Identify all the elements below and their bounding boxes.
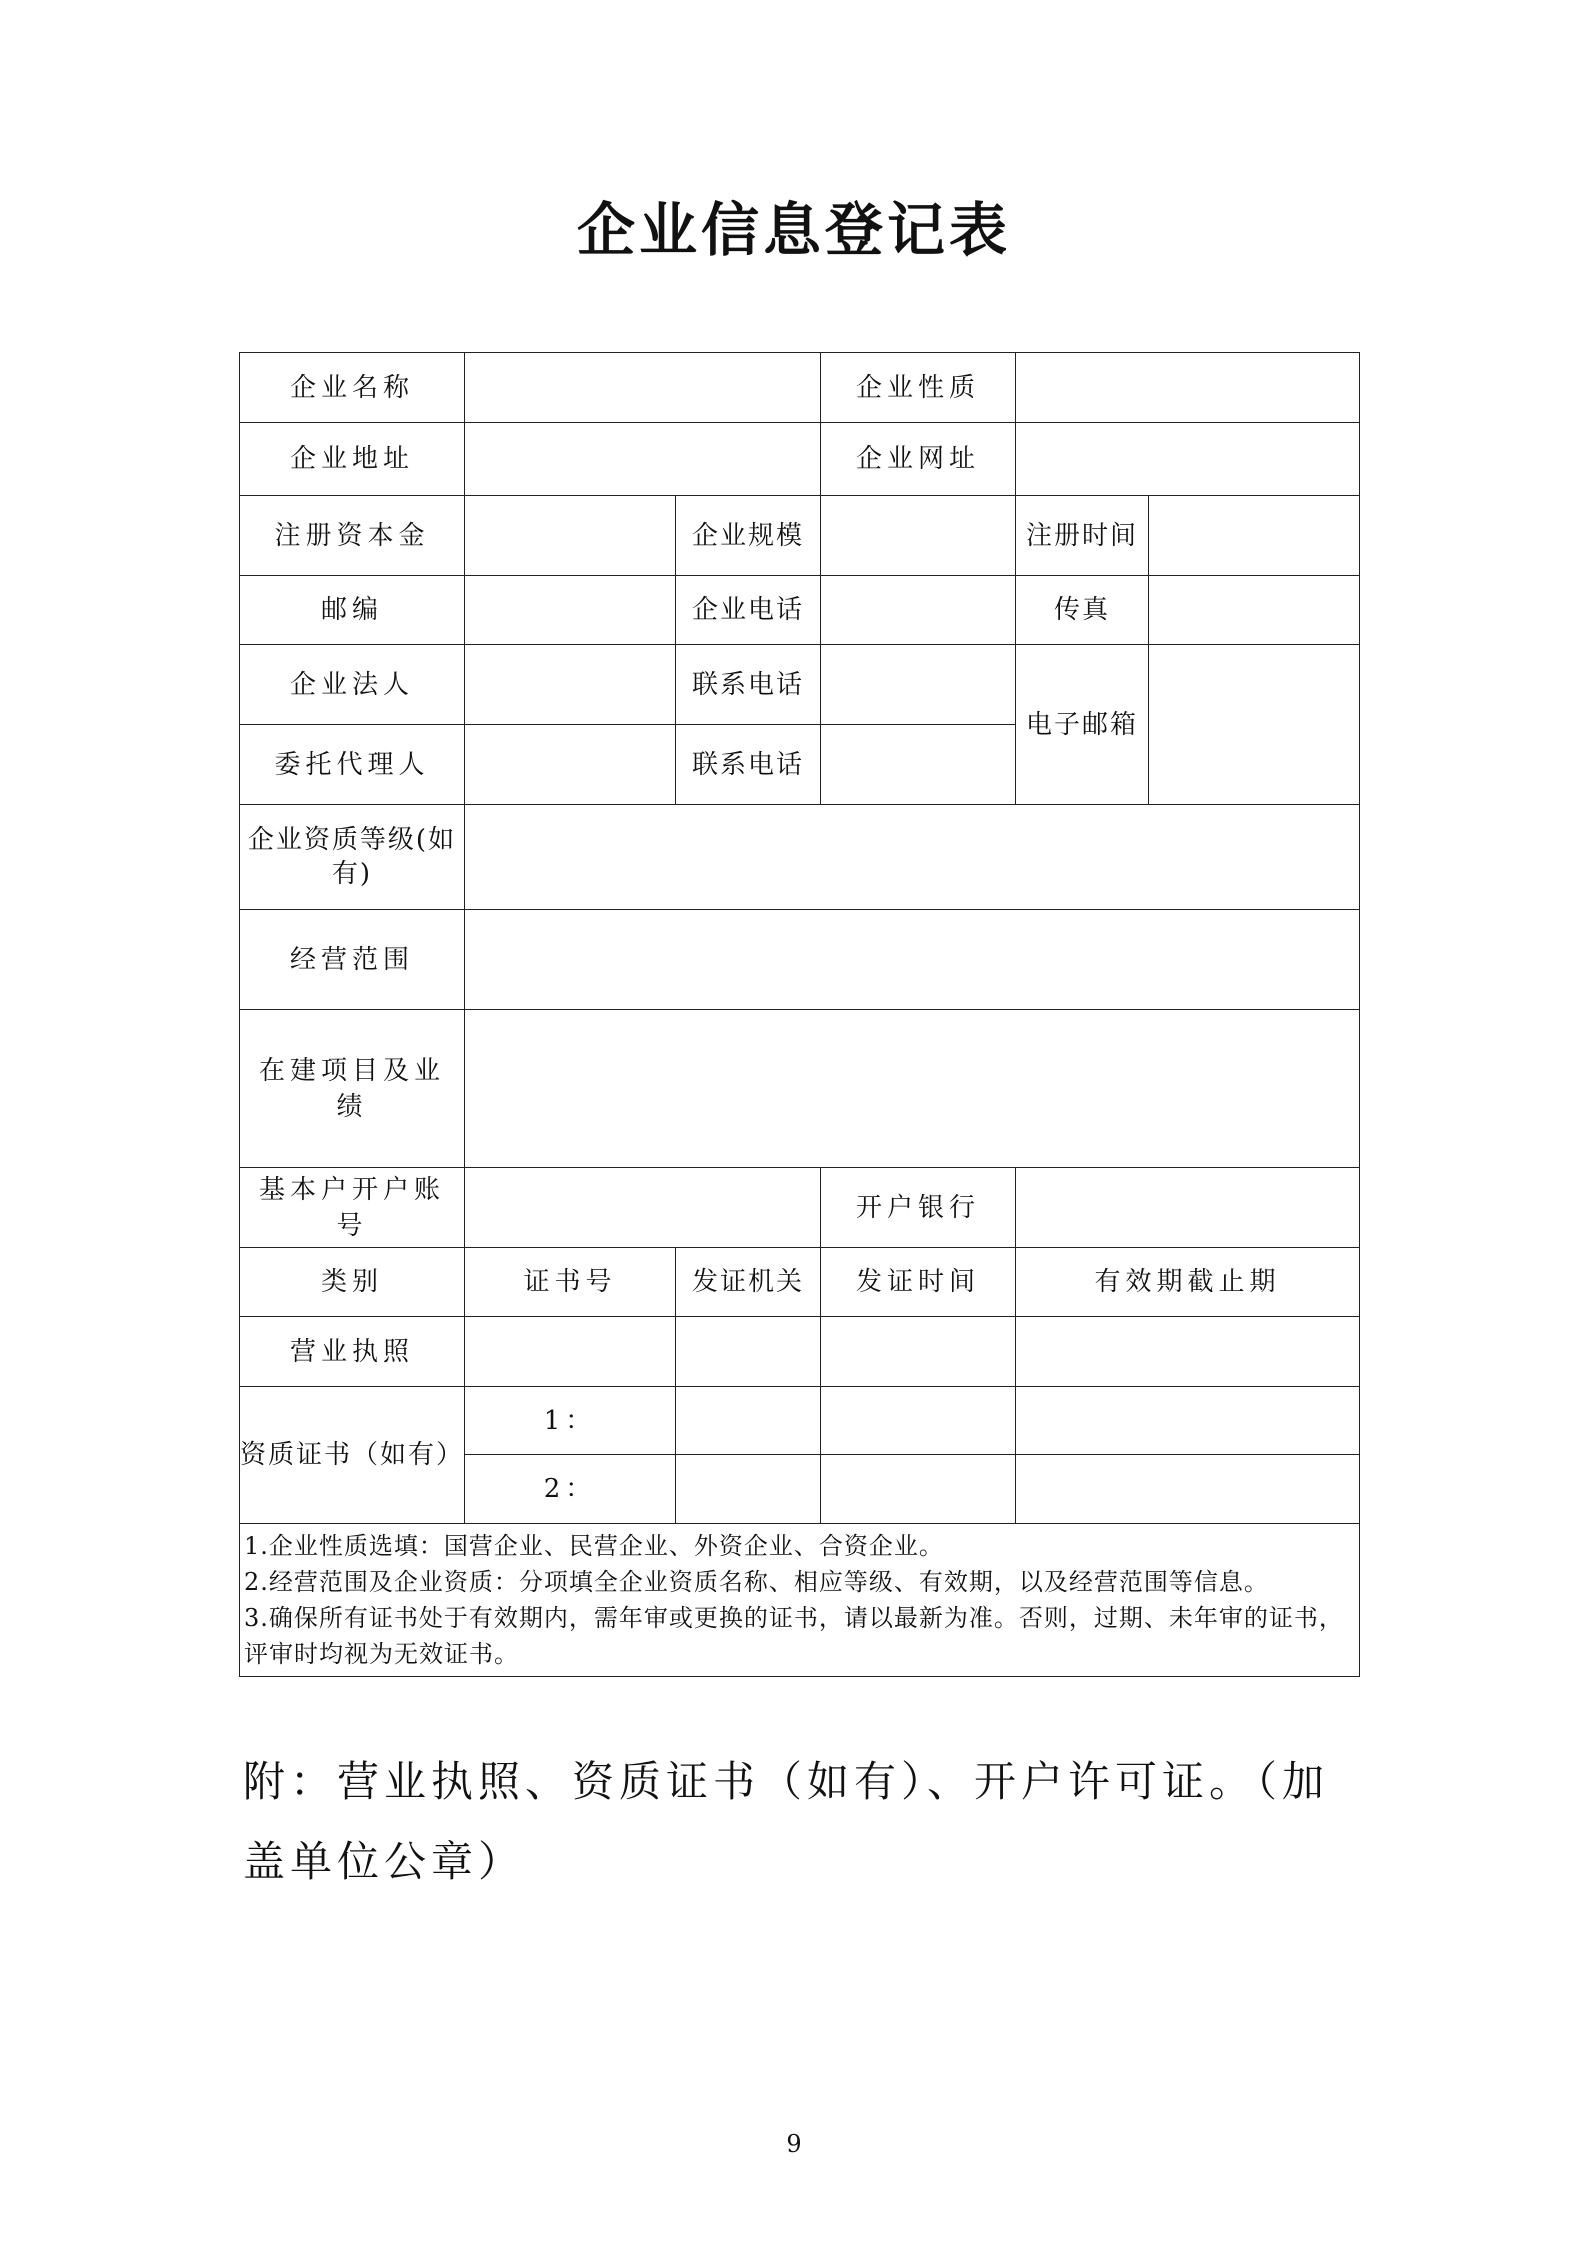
row-business-scope: [240, 910, 1360, 1010]
input-projects[interactable]: [465, 1010, 1360, 1168]
input-bank-account[interactable]: [465, 1168, 821, 1248]
row-cert-headers: [240, 1248, 1360, 1317]
input-email[interactable]: [1149, 645, 1360, 805]
notes-cell: [240, 1524, 1360, 1677]
input-cert-2-expiry[interactable]: [1016, 1455, 1360, 1524]
input-contact-phone-2[interactable]: [821, 725, 1016, 805]
label-legal-person: 企业法人: [240, 645, 465, 725]
label-fax: 传真: [1016, 576, 1149, 645]
label-business-scope: 经营范围: [240, 910, 465, 1010]
input-agent[interactable]: [465, 725, 676, 805]
label-company-website: 企业网址: [821, 423, 1016, 496]
label-contact-phone-1: 联系电话: [676, 645, 821, 725]
attachment-note: 附：营业执照、资质证书（如有）、开户许可证。（加盖单位公章）: [243, 1757, 1330, 1886]
note-3: 3.确保所有证书处于有效期内，需年审或更换的证书，请以最新为准。否则，过期、未年审的证书，评审时均视为无效证书。: [244, 1604, 1344, 1668]
row-projects: [240, 1010, 1360, 1168]
input-license-cert-no[interactable]: [465, 1317, 676, 1387]
input-company-name[interactable]: [465, 353, 821, 423]
input-bank-name[interactable]: [1016, 1168, 1360, 1248]
note-2: 2.经营范围及企业资质：分项填全企业资质名称、相应等级、有效期，以及经营范围等信息。: [244, 1568, 1269, 1596]
input-qualification-grade[interactable]: [465, 805, 1360, 910]
input-cert-2-issue-time[interactable]: [821, 1455, 1016, 1524]
input-registered-capital[interactable]: [465, 496, 676, 576]
row-bank-account: [240, 1168, 1360, 1248]
page-number: 9: [786, 2130, 802, 2158]
input-company-address[interactable]: [465, 423, 821, 496]
label-postcode: 邮编: [240, 576, 465, 645]
row-postcode: [240, 576, 1360, 645]
label-registration-time: 注册时间: [1016, 496, 1149, 576]
row-notes: [240, 1524, 1360, 1677]
label-agent: 委托代理人: [240, 725, 465, 805]
row-company-address: [240, 423, 1360, 496]
label-contact-phone-2: 联系电话: [676, 725, 821, 805]
label-email: 电子邮箱: [1016, 645, 1149, 805]
label-qualification-grade: 企业资质等级(如有): [240, 805, 465, 910]
input-cert-1-issue-time[interactable]: [821, 1387, 1016, 1455]
row-legal-person: [240, 645, 1360, 725]
row-registered-capital: [240, 496, 1360, 576]
label-bank-account: 基本户开户账号: [240, 1168, 465, 1248]
note-1: 1.企业性质选填：国营企业、民营企业、外资企业、合资企业。: [244, 1532, 944, 1560]
header-issuer: 发证机关: [676, 1248, 821, 1317]
page-title: 企业信息登记表: [576, 196, 1011, 264]
input-license-expiry[interactable]: [1016, 1317, 1360, 1387]
row-company-name: [240, 353, 1360, 423]
header-category: 类别: [240, 1248, 465, 1317]
label-company-scale: 企业规模: [676, 496, 821, 576]
input-company-nature[interactable]: [1016, 353, 1360, 423]
header-issue-time: 发证时间: [821, 1248, 1016, 1317]
header-cert-no: 证书号: [465, 1248, 676, 1317]
input-license-issue-time[interactable]: [821, 1317, 1016, 1387]
input-fax[interactable]: [1149, 576, 1360, 645]
label-company-address: 企业地址: [240, 423, 465, 496]
input-contact-phone-1[interactable]: [821, 645, 1016, 725]
label-business-license: 营业执照: [240, 1317, 465, 1387]
cert-row-1-number[interactable]: 1：: [465, 1387, 676, 1455]
row-business-license: [240, 1317, 1360, 1387]
input-business-scope[interactable]: [465, 910, 1360, 1010]
input-cert-2-issuer[interactable]: [676, 1455, 821, 1524]
input-cert-1-issuer[interactable]: [676, 1387, 821, 1455]
input-legal-person[interactable]: [465, 645, 676, 725]
cert-row-2-number[interactable]: 2：: [465, 1455, 676, 1524]
label-projects: 在建项目及业绩: [240, 1010, 465, 1168]
registration-form-table: [239, 352, 1360, 1677]
input-license-issuer[interactable]: [676, 1317, 821, 1387]
label-company-name: 企业名称: [240, 353, 465, 423]
label-company-nature: 企业性质: [821, 353, 1016, 423]
row-qualification-grade: [240, 805, 1360, 910]
header-expiry: 有效期截止期: [1016, 1248, 1360, 1317]
input-company-phone[interactable]: [821, 576, 1016, 645]
input-company-scale[interactable]: [821, 496, 1016, 576]
input-registration-time[interactable]: [1149, 496, 1360, 576]
label-company-phone: 企业电话: [676, 576, 821, 645]
label-qualification-cert: 资质证书（如有）: [240, 1387, 465, 1524]
row-qualification-cert-1: [240, 1387, 1360, 1455]
input-cert-1-expiry[interactable]: [1016, 1387, 1360, 1455]
label-bank-name: 开户银行: [821, 1168, 1016, 1248]
label-registered-capital: 注册资本金: [240, 496, 465, 576]
input-company-website[interactable]: [1016, 423, 1360, 496]
input-postcode[interactable]: [465, 576, 676, 645]
